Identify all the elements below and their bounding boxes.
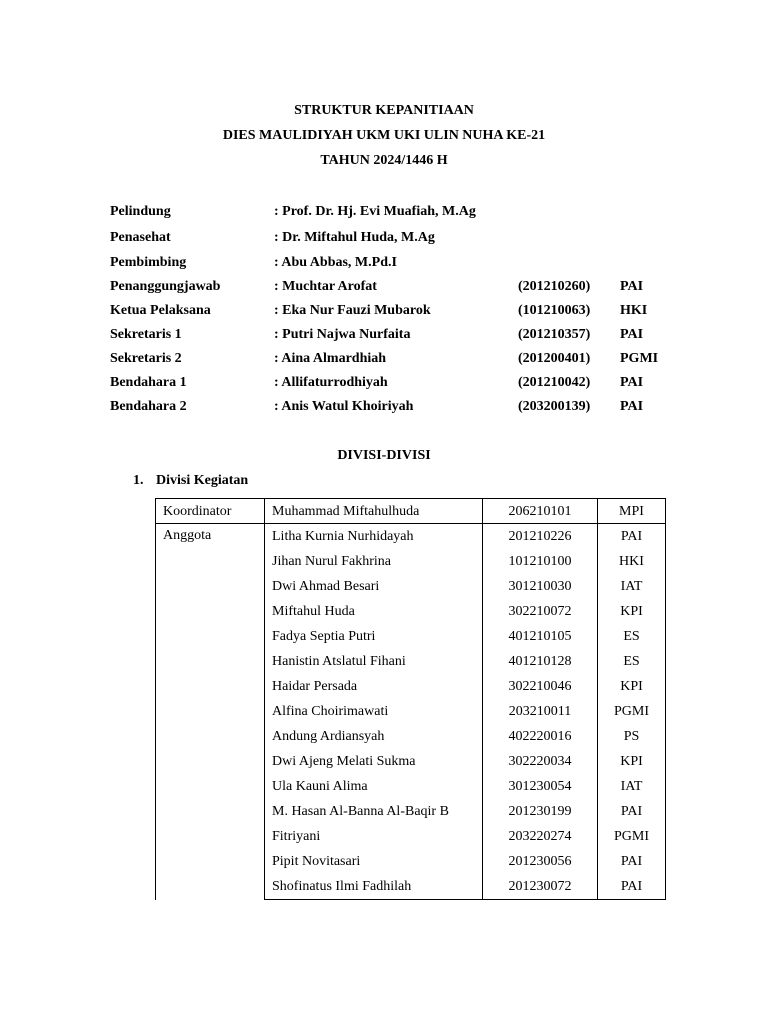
member-name: Andung Ardiansyah <box>265 724 483 749</box>
officer-name: : Prof. Dr. Hj. Evi Muafiah, M.Ag <box>274 204 476 219</box>
member-nim: 201210226 <box>483 524 598 550</box>
member-name: Alfina Choirimawati <box>265 699 483 724</box>
member-name: Jihan Nurul Fakhrina <box>265 549 483 574</box>
officer-row <box>0 374 768 392</box>
officer-nim: (201210357) <box>518 327 591 342</box>
officer-nim: (201210260) <box>518 279 591 294</box>
member-nim: 301210030 <box>483 574 598 599</box>
member-prodi: KPI <box>598 749 666 774</box>
officer-row <box>0 350 768 368</box>
member-prodi: ES <box>598 624 666 649</box>
officer-row <box>0 278 768 296</box>
officer-role: Ketua Pelaksana <box>110 303 211 318</box>
member-prodi: PGMI <box>598 824 666 849</box>
officer-name: : Allifaturrodhiyah <box>274 375 388 390</box>
division-number: 1. <box>133 473 144 488</box>
officer-nim: (101210063) <box>518 303 591 318</box>
member-nim: 203210011 <box>483 699 598 724</box>
division-title <box>133 472 248 490</box>
officer-role: Sekretaris 1 <box>110 327 182 342</box>
member-prodi: PAI <box>598 524 666 550</box>
officer-name: : Putri Najwa Nurfaita <box>274 327 411 342</box>
member-name: M. Hasan Al-Banna Al-Baqir B <box>265 799 483 824</box>
member-nim: 302210072 <box>483 599 598 624</box>
division-name: Divisi Kegiatan <box>156 473 249 488</box>
member-nim: 101210100 <box>483 549 598 574</box>
officer-name: : Abu Abbas, M.Pd.I <box>274 255 397 270</box>
member-prodi: ES <box>598 649 666 674</box>
officer-role: Pelindung <box>110 204 171 219</box>
officer-role: Pembimbing <box>110 255 187 270</box>
officer-name: : Dr. Miftahul Huda, M.Ag <box>274 230 435 245</box>
coordinator-name: Muhammad Miftahulhuda <box>265 499 483 524</box>
member-name: Litha Kurnia Nurhidayah <box>265 524 483 550</box>
member-name: Haidar Persada <box>265 674 483 699</box>
member-name: Fitriyani <box>265 824 483 849</box>
officer-role: Penasehat <box>110 230 171 245</box>
member-prodi: PGMI <box>598 699 666 724</box>
member-name: Miftahul Huda <box>265 599 483 624</box>
officer-name: : Anis Watul Khoiriyah <box>274 399 414 414</box>
officer-role: Sekretaris 2 <box>110 351 182 366</box>
division-table-body <box>156 499 666 900</box>
member-name: Fadya Septia Putri <box>265 624 483 649</box>
coordinator-nim: 206210101 <box>483 499 598 524</box>
member-name: Dwi Ajeng Melati Sukma <box>265 749 483 774</box>
member-prodi: HKI <box>598 549 666 574</box>
officer-role: Penanggungjawab <box>110 279 221 294</box>
officer-prodi: PAI <box>620 375 644 390</box>
member-name: Shofinatus Ilmi Fadhilah <box>265 874 483 900</box>
member-name: Pipit Novitasari <box>265 849 483 874</box>
officer-name: : Eka Nur Fauzi Mubarok <box>274 303 431 318</box>
officer-prodi: PGMI <box>620 351 659 366</box>
event-year: TAHUN 2024/1446 H <box>320 153 448 168</box>
member-nim: 402220016 <box>483 724 598 749</box>
officer-prodi: PAI <box>620 279 644 294</box>
member-prodi: KPI <box>598 674 666 699</box>
coordinator-prodi: MPI <box>598 499 666 524</box>
coordinator-row <box>156 499 666 524</box>
officer-prodi: PAI <box>620 327 644 342</box>
officer-name: : Muchtar Arofat <box>274 279 377 294</box>
member-row <box>156 524 666 550</box>
member-prodi: PAI <box>598 799 666 824</box>
officer-nim: (201200401) <box>518 351 591 366</box>
officer-nim: (203200139) <box>518 399 591 414</box>
member-nim: 302220034 <box>483 749 598 774</box>
officer-role: Bendahara 1 <box>110 375 187 390</box>
members-role: Anggota <box>156 524 265 900</box>
member-prodi: PAI <box>598 874 666 900</box>
member-name: Ula Kauni Alima <box>265 774 483 799</box>
member-prodi: IAT <box>598 774 666 799</box>
coordinator-role: Koordinator <box>156 499 265 524</box>
officer-role: Bendahara 2 <box>110 399 187 414</box>
officer-row <box>0 302 768 320</box>
member-prodi: PS <box>598 724 666 749</box>
member-prodi: KPI <box>598 599 666 624</box>
member-nim: 401210128 <box>483 649 598 674</box>
officer-row <box>0 203 768 221</box>
officer-row <box>0 254 768 272</box>
division-table <box>155 498 666 900</box>
member-name: Dwi Ahmad Besari <box>265 574 483 599</box>
officer-prodi: HKI <box>620 303 648 318</box>
officer-name: : Aina Almardhiah <box>274 351 387 366</box>
officer-row <box>0 229 768 247</box>
member-nim: 302210046 <box>483 674 598 699</box>
member-nim: 301230054 <box>483 774 598 799</box>
officer-prodi: PAI <box>620 399 644 414</box>
member-prodi: PAI <box>598 849 666 874</box>
officer-nim: (201210042) <box>518 375 591 390</box>
officer-row <box>0 326 768 344</box>
document-title: STRUKTUR KEPANITIAAN <box>294 103 474 118</box>
member-nim: 201230072 <box>483 874 598 900</box>
event-title: DIES MAULIDIYAH UKM UKI ULIN NUHA KE-21 <box>222 128 546 143</box>
member-prodi: IAT <box>598 574 666 599</box>
divisions-heading: DIVISI-DIVISI <box>337 448 431 463</box>
officer-row <box>0 398 768 416</box>
member-name: Hanistin Atslatul Fihani <box>265 649 483 674</box>
member-nim: 201230056 <box>483 849 598 874</box>
member-nim: 201230199 <box>483 799 598 824</box>
member-nim: 203220274 <box>483 824 598 849</box>
member-nim: 401210105 <box>483 624 598 649</box>
